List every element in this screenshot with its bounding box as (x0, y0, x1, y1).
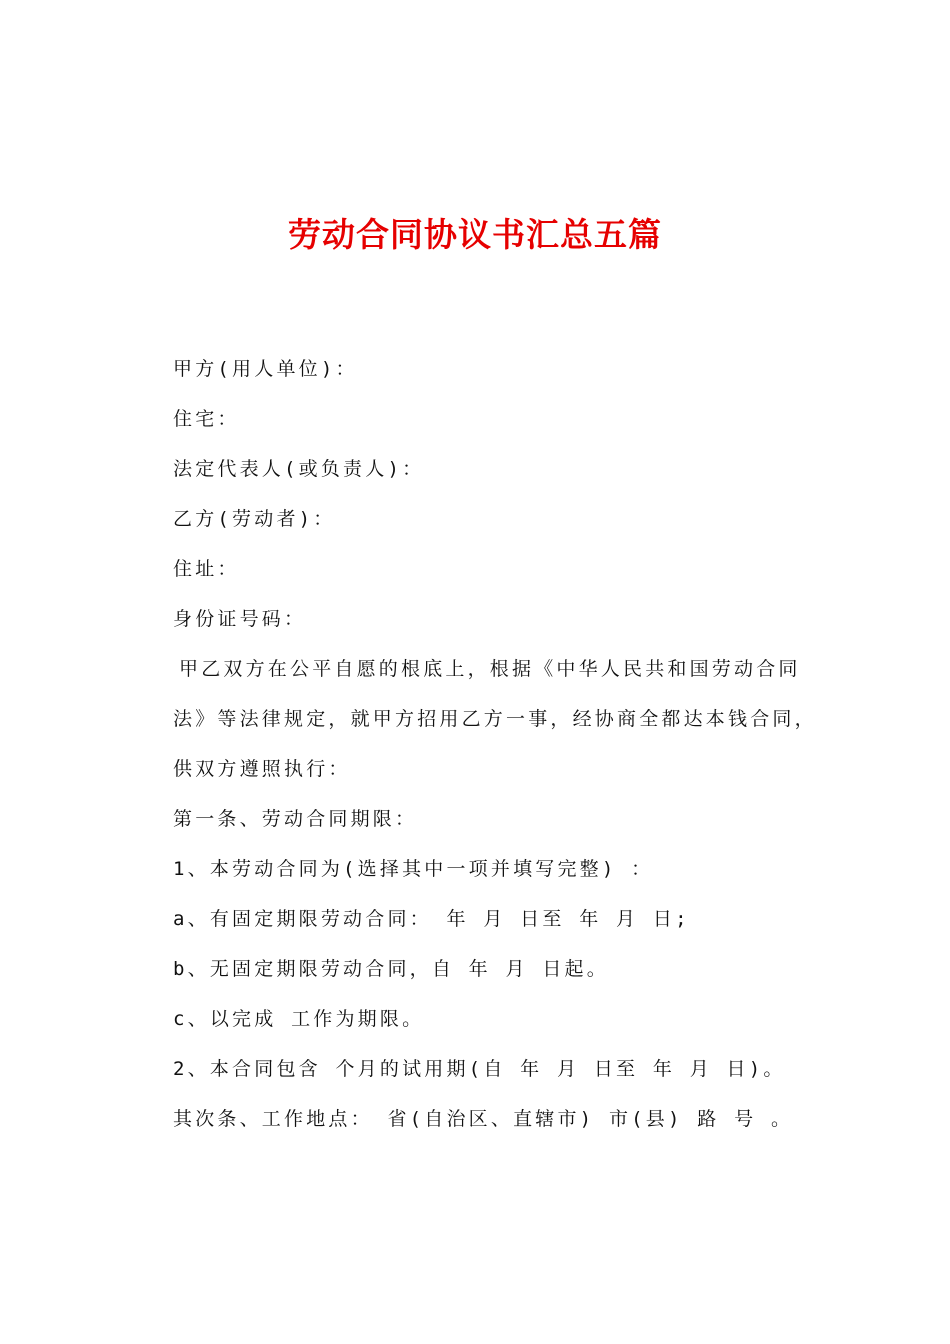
clause-1-item-2: 2、本合同包含 个月的试用期(自 年 月 日至 年 月 日)。 (173, 1058, 786, 1080)
residence-line: 住宅： (173, 408, 240, 430)
clause-1-item-b: b、无固定期限劳动合同，自 年 月 日起。 (173, 958, 609, 980)
clause-1-heading: 第一条、劳动合同期限： (173, 808, 418, 830)
legal-representative-line: 法定代表人(或负责人)： (173, 458, 425, 480)
clause-2-heading: 其次条、工作地点： 省(自治区、直辖市) 市(县) 路 号 。 (173, 1108, 794, 1130)
address-line: 住址： (173, 558, 240, 580)
party-a-line: 甲方(用人单位)： (173, 358, 358, 380)
intro-paragraph: 甲乙双方在公平自愿的根底上，根据《中华人民共和国劳动合同法》等法律规定，就甲方招用乙方一事，经协商全都达本钱合同，供双方遵照执行： (173, 658, 817, 780)
clause-1-item-1: 1、本劳动合同为(选择其中一项并填写完整) ： (173, 858, 654, 880)
party-b-line: 乙方(劳动者)： (173, 508, 336, 530)
id-number-line: 身份证号码： (173, 608, 307, 630)
clause-1-item-a: a、有固定期限劳动合同： 年 月 日至 年 月 日; (173, 908, 690, 930)
clause-1-item-c: c、以完成 工作为期限。 (173, 1008, 425, 1030)
document-title: 劳动合同协议书汇总五篇 (288, 215, 662, 254)
document-body (173, 344, 833, 1144)
